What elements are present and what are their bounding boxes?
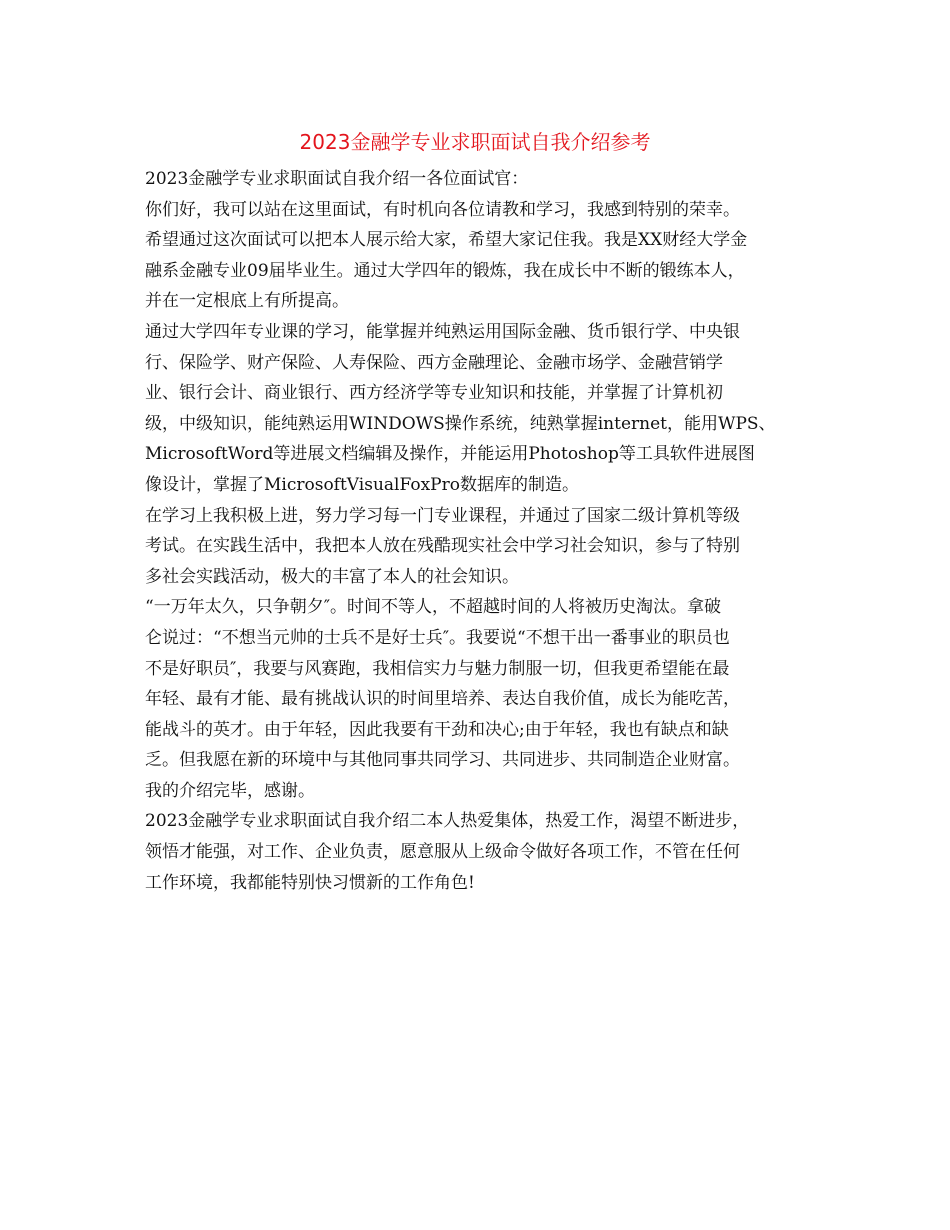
text-line: 仑说过：“不想当元帅的士兵不是好士兵″。我要说“不想干出一番事业的职员也	[145, 627, 730, 648]
text-line: 融系金融专业09届毕业生。通过大学四年的锻炼，我在成长中不断的锻练本人，	[145, 260, 745, 281]
text-line: 级，中级知识，能纯熟运用WINDOWS操作系统，纯熟掌握internet，能用WPS、	[145, 413, 776, 434]
text-line: 业、银行会计、商业银行、西方经济学等专业知识和技能，并掌握了计算机初	[145, 383, 723, 404]
text-line: MicrosoftWord等进展文档编辑及操作，并能运用Photoshop等工具软件进展图	[145, 444, 755, 465]
text-line: 考试。在实践生活中，我把本人放在残酷现实社会中学习社会知识，参与了特别	[145, 536, 740, 557]
text-line: 在学习上我积极上进，努力学习每一门专业课程，并通过了国家二级计算机等级	[145, 505, 740, 526]
text-line: “一万年太久，只争朝夕″。时间不等人，不超越时间的人将被历史淘汰。拿破	[145, 597, 722, 618]
text-line: 并在一定根底上有所提高。	[145, 291, 349, 312]
text-line: 行、保险学、财产保险、人寿保险、西方金融理论、金融市场学、金融营销学	[145, 352, 723, 373]
text-line: 2023金融学专业求职面试自我介绍二本人热爱集体，热爱工作，渴望不断进步，	[145, 811, 750, 832]
text-line: 工作环境，我都能特别快习惯新的工作角色!	[145, 872, 475, 893]
text-line: 像设计，掌握了MicrosoftVisualFoxPro数据库的制造。	[145, 474, 579, 495]
text-line: 多社会实践活动，极大的丰富了本人的社会知识。	[145, 566, 519, 587]
text-line: 通过大学四年专业课的学习，能掌握并纯熟运用国际金融、货币银行学、中央银	[145, 321, 740, 342]
text-line: 你们好，我可以站在这里面试，有时机向各位请教和学习，我感到特别的荣幸。	[145, 199, 740, 220]
text-line: 希望通过这次面试可以把本人展示给大家，希望大家记住我。我是XX财经大学金	[145, 230, 748, 251]
text-line: 能战斗的英才。由于年轻，因此我要有干劲和决心;由于年轻，我也有缺点和缺	[145, 719, 729, 740]
text-line: 我的介绍完毕，感谢。	[145, 780, 315, 801]
text-line: 2023金融学专业求职面试自我介绍一各位面试官：	[145, 169, 529, 189]
text-line: 乏。但我愿在新的环境中与其他同事共同学习、共同进步、共同制造企业财富。	[145, 750, 740, 771]
document-title: 2023金融学专业求职面试自我介绍参考	[299, 130, 651, 154]
text-line: 不是好职员″，我要与风赛跑，我相信实力与魅力制服一切，但我更希望能在最	[145, 658, 730, 679]
document-body	[145, 164, 815, 898]
text-line: 年轻、最有才能、最有挑战认识的时间里培养、表达自我价值，成长为能吃苦，	[145, 689, 740, 710]
text-line: 领悟才能强，对工作、企业负责，愿意服从上级命令做好各项工作，不管在任何	[145, 842, 740, 863]
